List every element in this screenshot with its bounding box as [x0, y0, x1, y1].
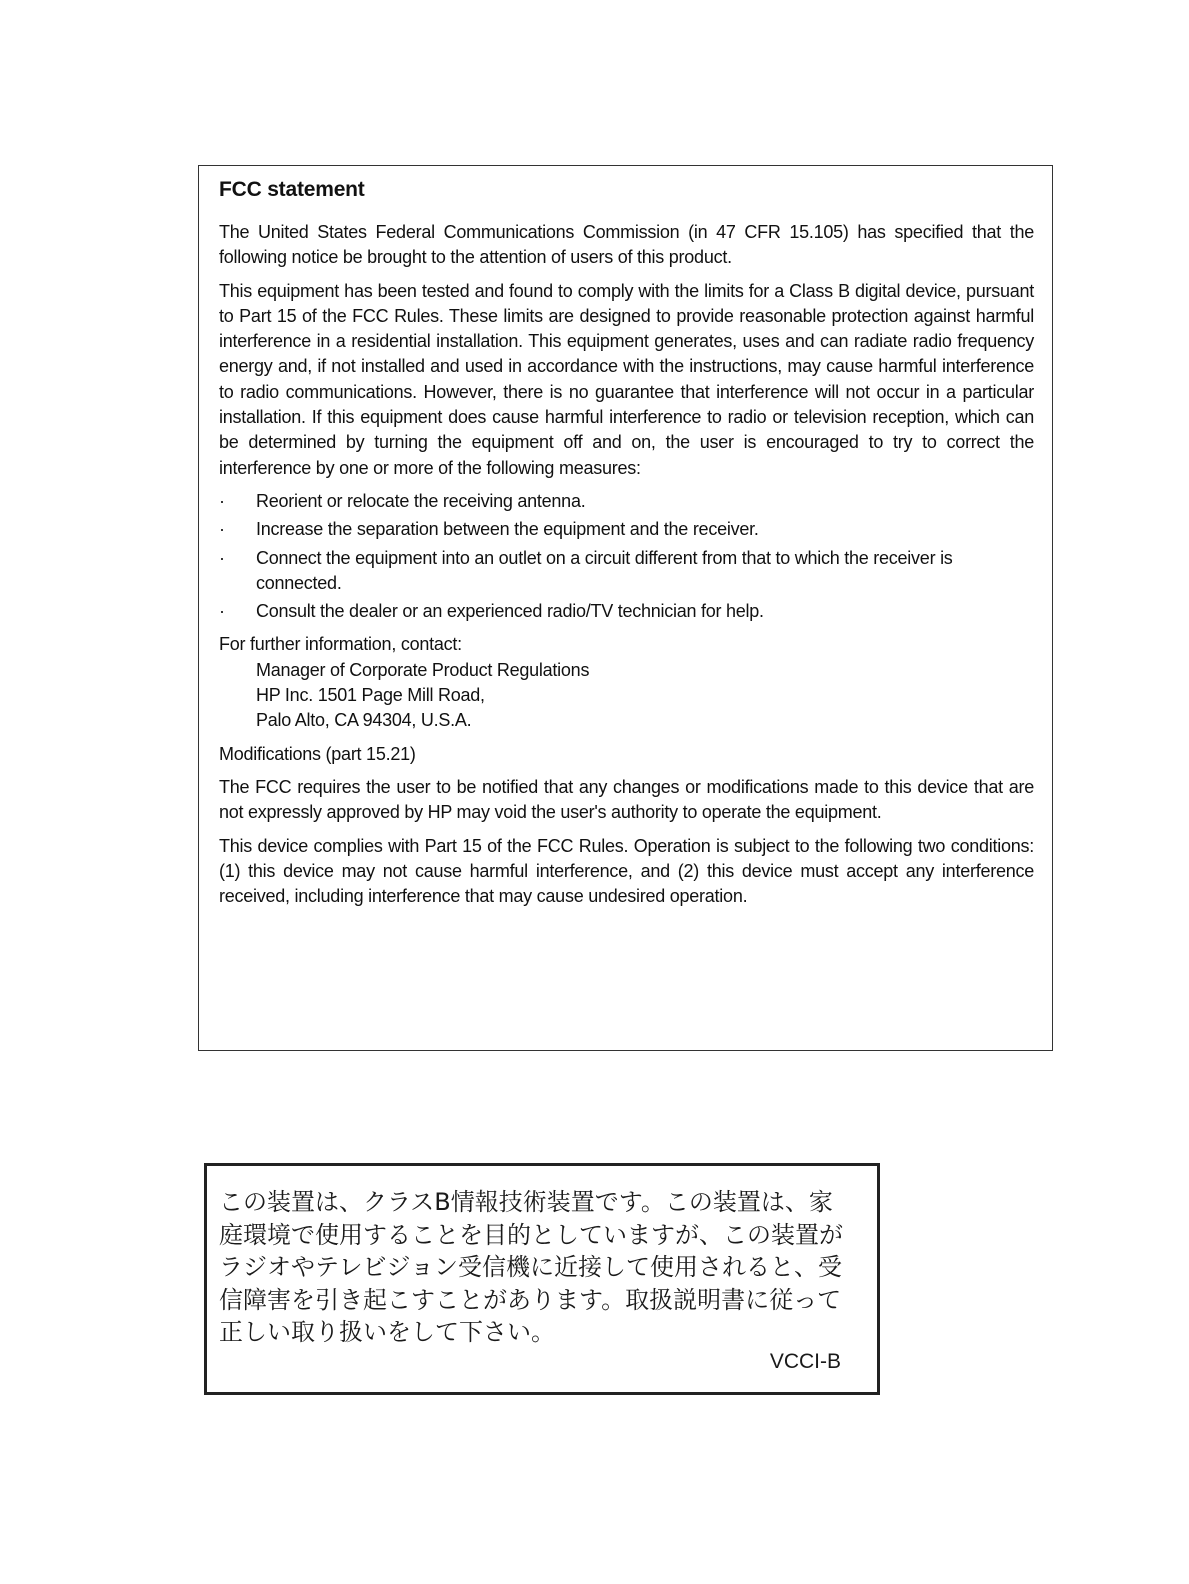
bullet: · — [219, 519, 225, 540]
list-item — [219, 546, 1034, 597]
vcci-mark: VCCI-B — [769, 1350, 841, 1373]
list-item — [219, 517, 1034, 542]
contact-line: HP Inc. 1501 Page Mill Road, — [256, 685, 485, 706]
fcc-title: FCC statement — [219, 178, 365, 201]
contact-line: Palo Alto, CA 94304, U.S.A. — [256, 710, 472, 731]
modifications-heading: Modifications (part 15.21) — [219, 743, 416, 764]
modifications-paragraph: The FCC requires the user to be notified that any changes or modifications made to this device that are not expressly approved by HP may void the user's authority to operate the equipment. — [219, 776, 1034, 823]
bullet: · — [219, 490, 225, 511]
bullet: · — [219, 547, 225, 568]
compliance-paragraph: This device complies with Part 15 of the FCC Rules. Operation is subject to the following two conditions: (1) this device may not cause harmful interference, and (2) this device must accept any interference received, including interference that may cause undesired operation. — [219, 835, 1034, 907]
list-item — [219, 599, 1034, 624]
bullet: · — [219, 601, 225, 622]
contact-address — [219, 658, 1034, 734]
measure-text: Consult the dealer or an experienced radio/TV technician for help. — [256, 601, 764, 622]
vcci-notice-box — [204, 1163, 880, 1395]
measure-text: Reorient or relocate the receiving antenna. — [256, 490, 586, 511]
measure-text: Connect the equipment into an outlet on a circuit different from that to which the receiver is connected. — [256, 547, 953, 593]
list-item — [219, 489, 1034, 514]
contact-intro: For further information, contact: — [219, 634, 462, 655]
fcc-statement-box — [198, 165, 1053, 1051]
contact-line: Manager of Corporate Product Regulations — [256, 659, 590, 680]
fcc-intro-paragraph: The United States Federal Communications Commission (in 47 CFR 15.105) has specified that the following notice be brought to the attention of users of this product. — [219, 222, 1034, 268]
measures-list — [219, 489, 1034, 624]
measure-text: Increase the separation between the equipment and the receiver. — [256, 519, 759, 540]
fcc-body-paragraph: This equipment has been tested and found to comply with the limits for a Class B digital device, pursuant to Part 15 of the FCC Rules. These limits are designed to provide reasonable protection against harmful interference in a residential installation. This equipment generates, uses and can radiate radio frequency energy and, if not installed and used in accordance with the instructions, may cause harmful interference to radio communications. However, there is no guarantee that interference will not occur in a particular installation. If this equipment does cause harmful interference to radio or television reception, which can be determined by turning the equipment off and on, the user is encouraged to try to correct the interference by one or more of the following measures: — [219, 280, 1034, 478]
vcci-text: この装置は、クラスB情報技術装置です。この装置は、家庭環境で使用することを目的としていますが、この装置がラジオやテレビジョン受信機に近接して使用されると、受信障害を引き起こすことがあります。取扱説明書に従って正しい取り扱いをして下さい。 — [219, 1188, 843, 1346]
